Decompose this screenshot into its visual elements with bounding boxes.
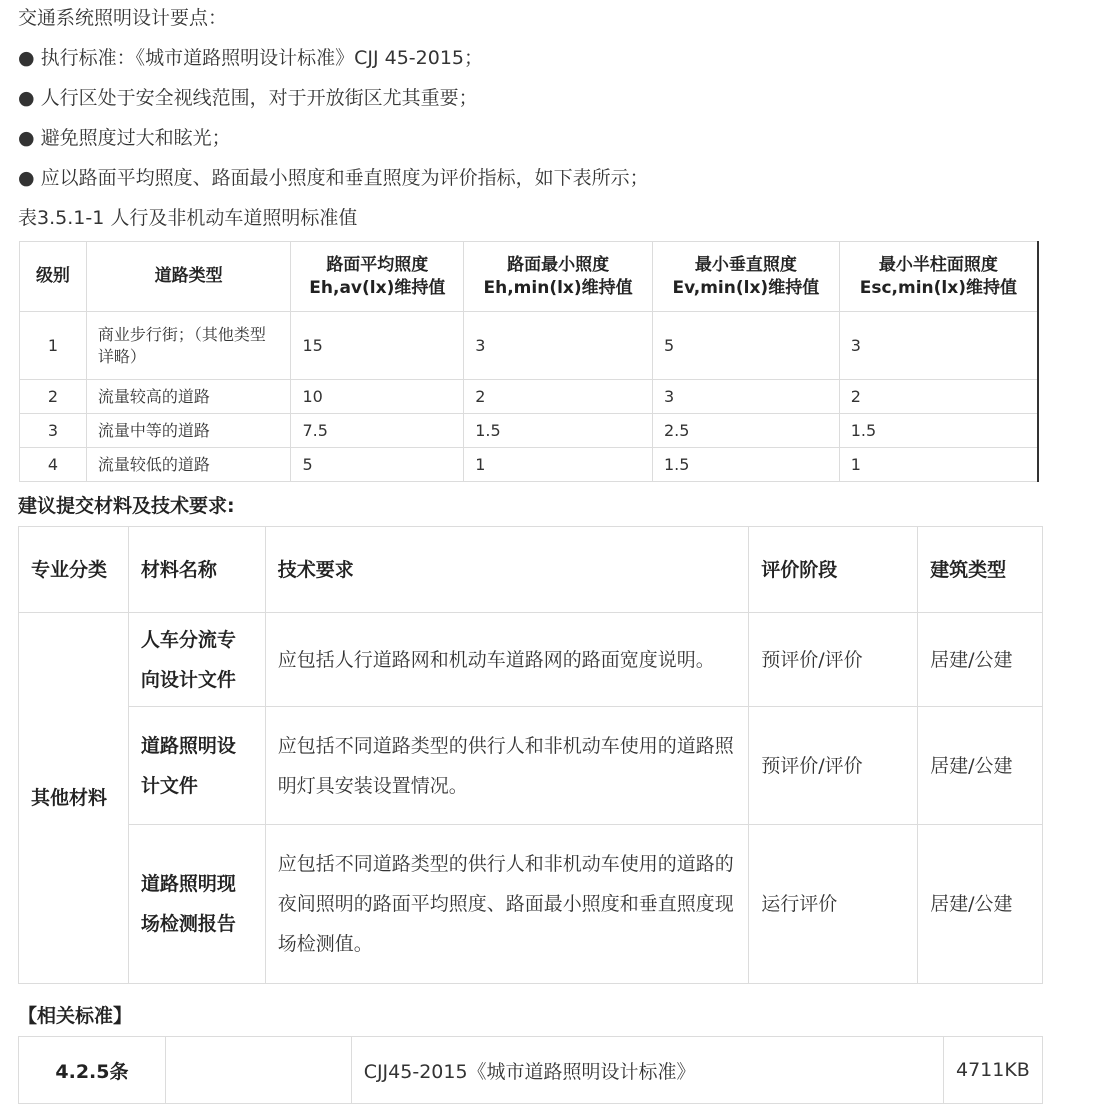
cell-level: 2 [20,380,87,414]
bullet-pedestrian-zone: ● 人行区处于安全视线范围，对于开放街区尤其重要； [18,87,478,109]
cell-requirement: 应包括不同道路类型的供行人和非机动车使用的道路照明灯具安装设置情况。 [265,707,748,825]
cell-value: 3 [652,380,839,414]
header-building-type: 建筑类型 [918,527,1043,613]
cell-file-size: 4711KB [943,1037,1042,1104]
cell-value: 5 [652,312,839,380]
cell-level: 3 [20,414,87,448]
cell-value: 2 [839,380,1038,414]
cell-road-type: 流量中等的道路 [86,414,291,448]
related-standards-heading: 【相关标准】 [18,1005,133,1027]
materials-heading: 建议提交材料及技术要求: [18,495,235,517]
table-row [20,380,1039,414]
table-row [20,448,1039,482]
header-stage: 评价阶段 [749,527,918,613]
lighting-standards-table [19,241,1039,482]
cell-value: 1.5 [652,448,839,482]
cell-material-name: 道路照明现场检测报告 [128,825,265,984]
cell-level: 4 [20,448,87,482]
cell-building-type: 居建/公建 [918,825,1043,984]
cell-road-type: 流量较低的道路 [86,448,291,482]
cell-road-type: 商业步行街；（其他类型详略） [86,312,291,380]
cell-value: 1 [464,448,653,482]
cell-stage: 预评价/评价 [749,613,918,707]
cell-value: 1 [839,448,1038,482]
cell-empty [165,1037,351,1104]
table-row [19,613,1043,707]
cell-category: 其他材料 [19,613,129,984]
cell-value: 1.5 [464,414,653,448]
header-material-name: 材料名称 [128,527,265,613]
bullet-standard: ● 执行标准：《城市道路照明设计标准》CJJ 45-2015； [18,47,484,69]
cell-value: 3 [464,312,653,380]
header-road-type: 道路类型 [86,242,291,312]
cell-clause: 4.2.5条 [19,1037,166,1104]
bullet-glare: ● 避免照度过大和眩光； [18,127,231,149]
cell-value: 2 [464,380,653,414]
table-row [19,825,1043,984]
cell-value: 3 [839,312,1038,380]
related-standards-table [18,1036,1043,1104]
cell-requirement: 应包括人行道路网和机动车道路网的路面宽度说明。 [265,613,748,707]
cell-value: 2.5 [652,414,839,448]
header-category: 专业分类 [19,527,129,613]
table-header-row [19,527,1043,613]
intro-title: 交通系统照明设计要点： [18,7,228,29]
cell-stage: 运行评价 [749,825,918,984]
materials-table [18,526,1043,984]
standard-link[interactable]: CJJ45-2015《城市道路照明设计标准》 [351,1037,943,1104]
table-row [20,312,1039,380]
cell-requirement: 应包括不同道路类型的供行人和非机动车使用的道路的夜间照明的路面平均照度、路面最小照度和垂直照度现场检测值。 [265,825,748,984]
header-min-vertical: 最小垂直照度 Ev,min(lx)维持值 [652,242,839,312]
cell-value: 10 [291,380,464,414]
cell-value: 7.5 [291,414,464,448]
cell-value: 5 [291,448,464,482]
cell-material-name: 道路照明设计文件 [128,707,265,825]
table-row [19,707,1043,825]
bullet-metrics: ● 应以路面平均照度、路面最小照度和垂直照度为评价指标，如下表所示； [18,167,649,189]
table-row [20,414,1039,448]
header-min-semicylindrical: 最小半柱面照度 Esc,min(lx)维持值 [839,242,1038,312]
header-avg-illuminance: 路面平均照度 Eh,av(lx)维持值 [291,242,464,312]
header-level: 级别 [20,242,87,312]
cell-level: 1 [20,312,87,380]
cell-road-type: 流量较高的道路 [86,380,291,414]
cell-stage: 预评价/评价 [749,707,918,825]
header-requirement: 技术要求 [265,527,748,613]
cell-value: 15 [291,312,464,380]
table-caption: 表3.5.1-1 人行及非机动车道照明标准值 [18,207,358,229]
cell-value: 1.5 [839,414,1038,448]
header-min-illuminance: 路面最小照度 Eh,min(lx)维持值 [464,242,653,312]
cell-building-type: 居建/公建 [918,707,1043,825]
cell-material-name: 人车分流专向设计文件 [128,613,265,707]
cell-building-type: 居建/公建 [918,613,1043,707]
table-row [19,1037,1043,1104]
table-header-row [20,242,1039,312]
